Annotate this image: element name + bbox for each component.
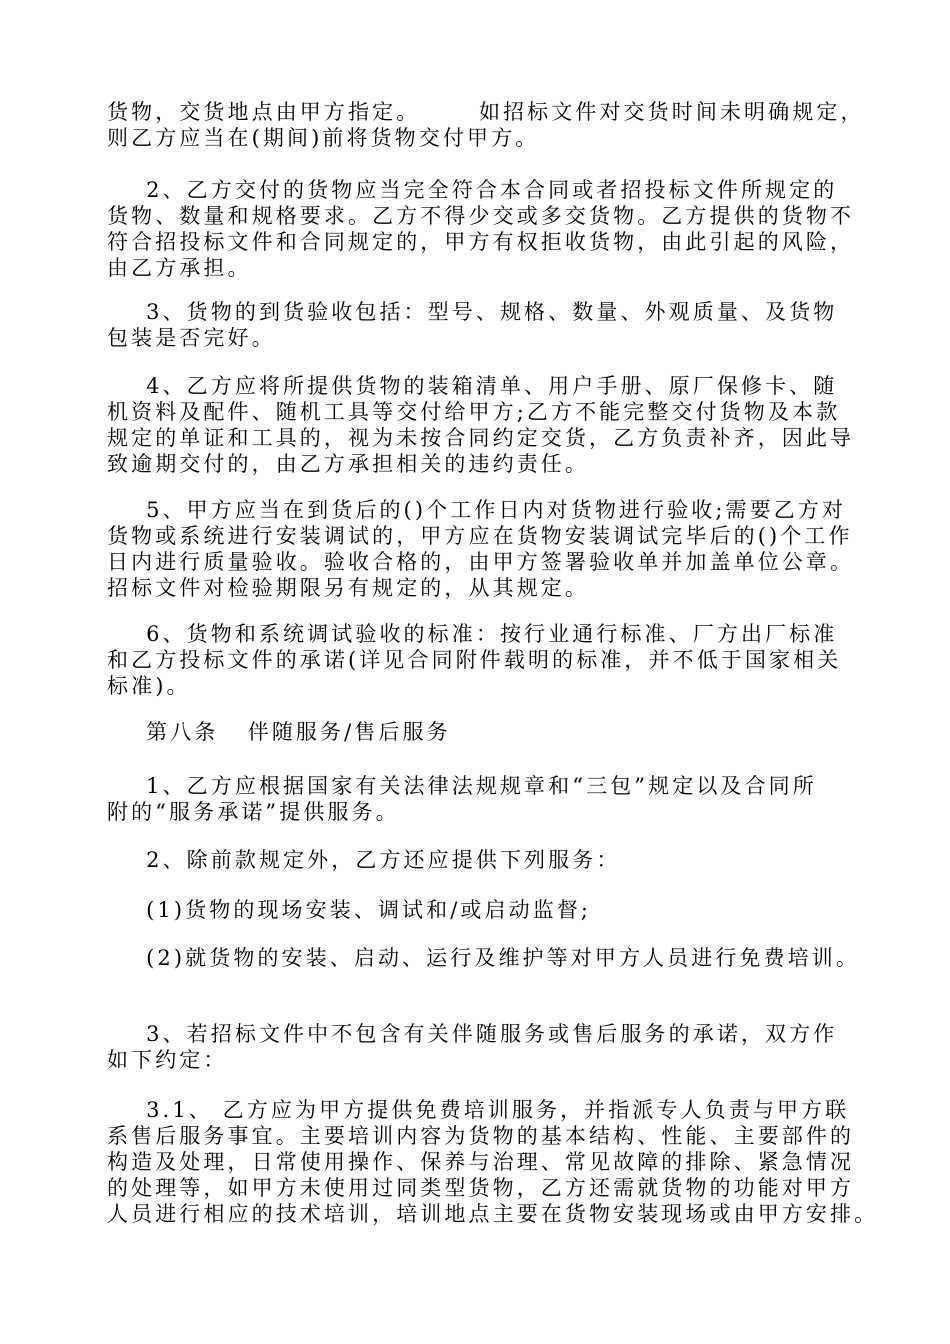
text-line: 1、乙方应根据国家有关法律法规规章和“三包”规定以及合同所 — [107, 774, 817, 798]
section-heading: 第八条 伴随服务/售后服务 — [107, 720, 451, 744]
text-line: 规定的单证和工具的，视为未按合同约定交货，乙方负责补齐，因此导 — [107, 426, 855, 450]
text-line: 致逾期交付的，由乙方承担相关的违约责任。 — [107, 452, 589, 476]
text-line: 日内进行质量验收。验收合格的，由甲方签署验收单并加盖单位公章。 — [107, 550, 855, 574]
text-line: 人员进行相应的技术培训，培训地点主要在货物安装现场或由甲方安排。 — [107, 1202, 879, 1226]
text-line: 招标文件对检验期限另有规定的，从其规定。 — [107, 576, 589, 600]
text-line: 3.1、 乙方应为甲方提供免费培训服务，并指派专人负责与甲方联 — [107, 1098, 850, 1122]
text-line: (1)货物的现场安装、调试和/或启动监督; — [107, 898, 592, 922]
text-line: 2、除前款规定外，乙方还应提供下列服务： — [107, 848, 621, 872]
text-line: (2)就货物的安装、启动、运行及维护等对甲方人员进行免费培训。 — [107, 946, 860, 970]
text-line: 机资料及配件、随机工具等交付给甲方;乙方不能完整交付货物及本款 — [107, 400, 841, 424]
text-line: 如下约定： — [107, 1048, 228, 1072]
text-line: 货物、数量和规格要求。乙方不得少交或多交货物。乙方提供的货物不 — [107, 204, 855, 228]
text-line: 系售后服务事宜。主要培训内容为货物的基本结构、性能、主要部件的 — [107, 1124, 855, 1148]
text-line: 3、若招标文件中不包含有关伴随服务或售后服务的承诺，双方作 — [107, 1022, 838, 1046]
text-line: 包装是否完好。 — [107, 326, 276, 350]
text-line: 由乙方承担。 — [107, 256, 252, 280]
text-line: 5、甲方应当在到货后的()个工作日内对货物进行验收;需要乙方对 — [107, 498, 847, 522]
text-line: 6、货物和系统调试验收的标准：按行业通行标准、厂方出厂标准 — [107, 622, 838, 646]
text-line: 标准)。 — [107, 674, 191, 698]
text-line: 货物或系统进行安装调试的，甲方应在货物安装调试完毕后的()个工作 — [107, 524, 853, 548]
text-line: 符合招投标文件和合同规定的，甲方有权拒收货物，由此引起的风险， — [107, 230, 855, 254]
text-line: 和乙方投标文件的承诺(详见合同附件载明的标准，并不低于国家相关 — [107, 648, 842, 672]
text-line: 的处理等，如甲方未使用过同类型货物，乙方还需就货物的功能对甲方 — [107, 1176, 855, 1200]
text-line: 3、货物的到货验收包括：型号、规格、数量、外观质量、及货物 — [107, 300, 838, 324]
text-line: 货物，交货地点由甲方指定。 如招标文件对交货时间未明确规定， — [107, 100, 865, 124]
text-line: 则乙方应当在(期间)前将货物交付甲方。 — [107, 126, 540, 150]
text-line: 附的“服务承诺”提供服务。 — [107, 800, 400, 824]
text-line: 4、乙方应将所提供货物的装箱清单、用户手册、原厂保修卡、随 — [107, 374, 838, 398]
text-line: 2、乙方交付的货物应当完全符合本合同或者招投标文件所规定的 — [107, 178, 838, 202]
text-line: 构造及处理，日常使用操作、保养与治理、常见故障的排除、紧急情况 — [107, 1150, 855, 1174]
